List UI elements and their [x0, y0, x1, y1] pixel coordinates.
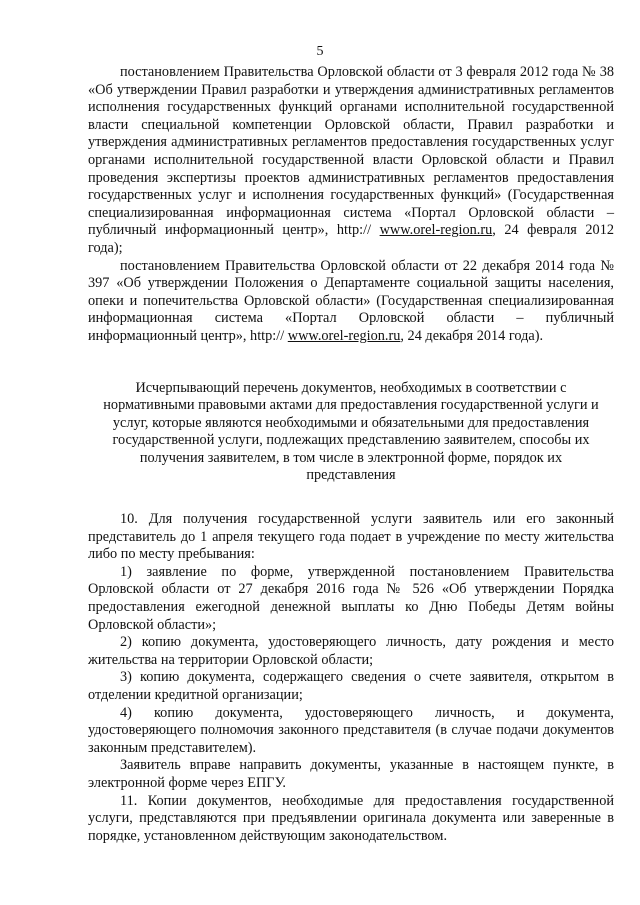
document-body	[88, 64, 614, 845]
reference-1-link[interactable]: www.orel-region.ru	[379, 222, 493, 239]
reference-2-link[interactable]: www.orel-region.ru	[287, 327, 401, 344]
list-item-2: 2) копию документа, удостоверяющего личность, дату рождения и место жительства на территории Орловской области;	[88, 634, 614, 668]
page-number: 5	[316, 44, 324, 59]
reference-1-tail: , 24 февраля 2012 года);	[88, 222, 614, 256]
applicant-right-paragraph: Заявитель вправе направить документы, указанные в настоящем пункте, в электронной форме через ЕПГУ.	[88, 757, 614, 791]
paragraph-10: 10. Для получения государственной услуги заявитель или его законный представитель до 1 апреля текущего года подает в учреждение по месту жительства либо по месту пребывания:	[88, 511, 614, 563]
reference-paragraph-1	[88, 64, 614, 258]
list-item-3: 3) копию документа, содержащего сведения о счете заявителя, открытом в отделении кредитной организации;	[88, 669, 614, 703]
reference-2-tail: , 24 декабря 2014 года).	[400, 327, 544, 344]
list-item-1: 1) заявление по форме, утвержденной постановлением Правительства Орловской области от 27 декабря 2016 года № 526 «Об утверждении Порядка предоставления ежегодной денежной выплаты ко Дню Победы Детям войны Орловской области»;	[88, 563, 614, 633]
section-heading: Исчерпывающий перечень документов, необходимых в соответствии с нормативными правовыми актами для предоставления государственной услуги и услуг, которые являются необходимыми и обязательными для предоставления государственной услуги, подлежащих представлению заявителем, способы их получения заявителем, в том числе в электронной форме, порядок их представления	[103, 379, 599, 484]
reference-1-text: постановлением Правительства Орловской области от 3 февраля 2012 года № 38 «Об утверждении Правил разработки и утверждения административных регламентов исполнения государственных функций органами исполнительной государственной власти специальной компетенции Орловской области, Правил разработки и утверждения административных регламентов предоставления государственных услуг органами исполнительной государственной власти Орловской области и Правил проведения экспертизы проектов административных регламентов предоставления государственных услуг и исполнения государственных функций» (Государственная специализированная информационная система «Портал Орловской области – публичный информационный центр», http://	[88, 64, 614, 239]
reference-2-text: постановлением Правительства Орловской области от 22 декабря 2014 года № 397 «Об утверждении Положения о Департаменте социальной защиты населения, опеки и попечительства Орловской области» (Государственная специализированная информационная система «Портал Орловской области – публичный информационный центр», http://	[88, 257, 614, 344]
paragraph-11: 11. Копии документов, необходимые для предоставления государственной услуги, представляются при предъявлении оригинала документа или заверенные в порядке, установленном действующим законодательством.	[88, 792, 614, 844]
list-item-4: 4) копию документа, удостоверяющего личность, и документа, удостоверяющего полномочия законного представителя (в случае подачи документов законным представителем).	[88, 704, 614, 756]
reference-paragraph-2	[88, 258, 614, 346]
